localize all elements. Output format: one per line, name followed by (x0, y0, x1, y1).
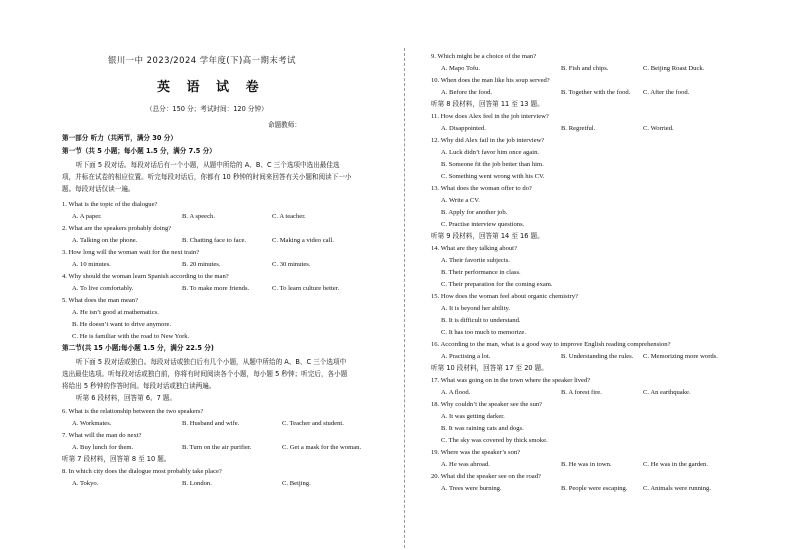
question-9: 9. Which might be a choice of the man? (431, 53, 537, 60)
q18-option-b: B. It was raining cats and dogs. (441, 425, 524, 432)
question-5: 5. What does the man mean? (62, 297, 139, 304)
q19-option-c: C. He was in the garden. (643, 461, 709, 468)
q6-option-b: B. Husband and wife. (182, 420, 240, 427)
q14-option-c: C. Their preparation for the coming exam. (441, 281, 553, 288)
question-2: 2. What are the speakers probably doing? (62, 225, 172, 232)
q4-option-c: C. To learn culture better. (272, 285, 340, 292)
q4-option-a: A. To live comfortably. (72, 285, 134, 292)
part1-heading: 第一部分 听力（共两节，满分 30 分） (62, 134, 177, 142)
question-13: 13. What does the woman offer to do? (431, 185, 532, 192)
q6-option-c: C. Teacher and student. (282, 420, 344, 427)
exam-meta: （总分：150 分；考试时间：120 分钟） (146, 105, 268, 113)
question-18: 18. Why couldn’t the speaker see the sun? (431, 401, 543, 408)
question-12: 12. Why did Alex fail in the job interview? (431, 137, 545, 144)
q9-option-b: B. Fish and chips. (561, 65, 609, 72)
q15-option-a: A. It is beyond her ability. (441, 305, 510, 312)
q12-option-a: A. Luck didn’t favor him once again. (441, 149, 540, 156)
question-17: 17. What was going on in the town where the speaker lived? (431, 377, 591, 384)
exam-author: 命题教师： (268, 121, 301, 129)
q5-option-b: B. He doesn’t want to drive anymore. (72, 321, 172, 328)
q3-option-b: B. 20 minutes. (182, 261, 221, 268)
q20-option-b: B. People were escaping. (561, 485, 628, 492)
q1-option-c: C. A teacher. (272, 213, 306, 220)
q1-option-b: B. A speech. (182, 213, 215, 220)
q9-option-c: C. Beijing Roast Duck. (643, 65, 705, 72)
question-7: 7. What will the man do next? (62, 432, 142, 439)
q20-option-a: A. Trees were burning. (441, 485, 502, 492)
listen-10: 听第 10 段材料，回答第 17 至 20 题。 (431, 364, 548, 372)
q15-option-c: C. It has too much to memorize. (441, 329, 526, 336)
q13-option-c: C. Practise interview questions. (441, 221, 525, 228)
q16-option-a: A. Practising a lot. (441, 353, 491, 360)
q12-option-b: B. Someone fit the job better than him. (441, 161, 544, 168)
section2-heading: 第二节(共 15 小题;每小题 1.5 分，满分 22.5 分) (62, 344, 214, 352)
listen-6: 听第 6 段材料，回答第 6、7 题。 (76, 394, 177, 402)
q1-option-a: A. A paper. (72, 213, 102, 220)
q13-option-a: A. Write a CV. (441, 197, 480, 204)
q18-option-a: A. It was getting darker. (441, 413, 505, 420)
q16-option-b: B. Understanding the rules. (561, 353, 634, 360)
q2-option-b: B. Chatting face to face. (182, 237, 247, 244)
q17-option-c: C. An earthquake. (643, 389, 691, 396)
q17-option-b: B. A forest fire. (561, 389, 602, 396)
q11-option-c: C. Worried. (643, 125, 674, 132)
section1-instructions: 听下面 5 段对话。每段对话后有一个小题，从题中所给的 A、B、C 三个选项中选出最佳选项，并标在试卷的相应位置。听完每段对话后，你都有 10 秒钟的时间来回答有关小题和阅读下一小题。每段对话仅读一遍。 (62, 161, 352, 193)
question-8: 8. In which city does the dialogue most probably take place? (62, 468, 222, 475)
listen-9: 听第 9 段材料，回答第 14 至 16 题。 (431, 232, 544, 240)
listen-7: 听第 7 段材料，回答第 8 至 10 题。 (62, 455, 171, 463)
question-11: 11. How does Alex feel in the job interview? (431, 113, 549, 120)
q8-option-b: B. London. (182, 480, 212, 487)
q7-option-b: B. Turn on the air purifier. (182, 444, 252, 451)
q3-option-c: C. 30 minutes. (272, 261, 311, 268)
q12-option-c: C. Something went wrong with his CV. (441, 173, 545, 180)
q2-option-a: A. Talking on the phone. (72, 237, 138, 244)
question-19: 19. Where was the speaker’s son? (431, 449, 521, 456)
q16-option-c: C. Memorizing more words. (643, 353, 718, 360)
q2-option-c: C. Making a video call. (272, 237, 334, 244)
q4-option-b: B. To make more friends. (182, 285, 250, 292)
question-20: 20. What did the speaker see on the road? (431, 473, 541, 480)
question-15: 15. How does the woman feel about organic chemistry? (431, 293, 578, 300)
question-4: 4. Why should the woman learn Spanish according to the man? (62, 273, 229, 280)
question-16: 16. According to the man, what is a good way to improve English reading comprehension? (431, 341, 671, 348)
q5-option-a: A. He isn’t good at mathematics. (72, 309, 159, 316)
section2-instructions: 听下面 5 段对话或独白。每段对话或独白后有几个小题，从题中所给的 A、B、C 三个选项中选出最佳选项。听每段对话或独白前，你将有时间阅读各个小题，每小题 5 秒钟；听完后，各小题将给出 5 秒钟的作答时间。每段对话或独白读两遍。 (62, 358, 348, 390)
q11-option-a: A. Disappointed. (441, 125, 486, 132)
q7-option-a: A. Buy lunch for them. (72, 444, 134, 451)
q11-option-b: B. Regretful. (561, 125, 596, 132)
q20-option-c: C. Animals were running. (643, 485, 711, 492)
q8-option-c: C. Beijing. (282, 480, 311, 487)
q14-option-b: B. Their performance in class. (441, 269, 521, 276)
q15-option-b: B. It is difficult to understand. (441, 317, 521, 324)
q13-option-b: B. Apply for another job. (441, 209, 508, 216)
question-6: 6. What is the relationship between the two speakers? (62, 408, 204, 415)
section1-heading: 第一节（共 5 小题；每小题 1.5 分，满分 7.5 分） (62, 147, 216, 155)
q5-option-c: C. He is familiar with the road to New York. (72, 333, 190, 340)
right-column (405, 0, 794, 550)
listen-8: 听第 8 段材料，回答第 11 至 13 题。 (431, 100, 544, 108)
q10-option-c: C. After the food. (643, 89, 690, 96)
school-line: 银川一中 2023/2024 学年度(下)高一期末考试 (108, 55, 297, 65)
question-14: 14. What are they talking about? (431, 245, 517, 252)
q9-option-a: A. Mapo Tofu. (441, 65, 480, 72)
question-10: 10. When does the man like his soup served? (431, 77, 550, 84)
q7-option-c: C. Get a mask for the woman. (282, 444, 362, 451)
question-3: 3. How long will the woman wait for the next train? (62, 249, 200, 256)
q18-option-c: C. The sky was covered by thick smoke. (441, 437, 548, 444)
q19-option-a: A. He was abroad. (441, 461, 490, 468)
exam-title: 英 语 试 卷 (157, 80, 265, 95)
question-1: 1. What is the topic of the dialogue? (62, 201, 158, 208)
q19-option-b: B. He was in town. (561, 461, 612, 468)
q10-option-b: B. Together with the food. (561, 89, 631, 96)
q6-option-a: A. Workmates. (72, 420, 112, 427)
q10-option-a: A. Before the food. (441, 89, 493, 96)
q3-option-a: A. 10 minutes. (72, 261, 111, 268)
q17-option-a: A. A flood. (441, 389, 471, 396)
q8-option-a: A. Tokyo. (72, 480, 99, 487)
q14-option-a: A. Their favorite subjects. (441, 257, 510, 264)
